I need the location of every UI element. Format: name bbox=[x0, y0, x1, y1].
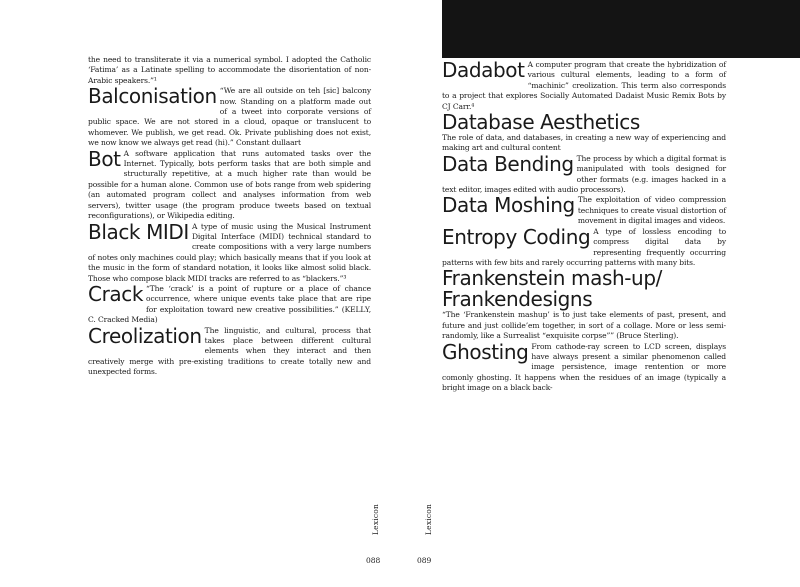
entry-definition: A type of music using the Musical Instrument Digital Interface (MIDI) technical standard to create compositions with a very large numbers of notes only machines could play; which basically means that if you look at the music in the form of standard notation, it looks like almost solid black. Those who compose black MIDI tracks are referred to as “blackers.”³ bbox=[88, 221, 371, 283]
entry-term: Balconisation bbox=[88, 84, 217, 109]
entry-definition: The exploitation of video compression techniques to create visual distortion of movement in digital images and videos. bbox=[577, 195, 726, 226]
entry-term: Black MIDI bbox=[88, 219, 189, 244]
entry-balconisation bbox=[88, 86, 371, 148]
entry-crack bbox=[88, 281, 371, 326]
left-spine-label: Lexicon bbox=[371, 504, 380, 535]
intro-paragraph: the need to transliterate it via a numerical symbol. I adopted the Catholic ‘Fatima’ as a Latinate spelling to accommodate the disorientation of non-Arabic speakers.”¹ bbox=[88, 55, 371, 85]
right-page-number: 089 bbox=[417, 556, 432, 565]
entry-definition: “We are all outside on teh [sic] balcony now. Standing on a platform made out of a tweet into corporate versions of public space. We are not stored in a cloud, opaque or translucent to whomever. We publish, we get read. Ok. Private publishing does not exist, we now know we always get read (hi).” Constant dullaart bbox=[88, 86, 371, 148]
entry-term: Creolization bbox=[88, 323, 202, 348]
entry-definition: A type of lossless encoding to compress digital data by representing frequently occurring patterns with few bits and rarely occurring patterns with many bits. bbox=[442, 226, 726, 267]
entry-bot bbox=[88, 146, 371, 222]
entry-data-bending bbox=[442, 151, 726, 196]
entry-definition: From cathode-ray screen to LCD screen, displays have always present a similar phenomenon called image persistence, image rentention or more comonly ghosting. It happens when the residues of an image (typically a bright image on a black back- bbox=[442, 341, 726, 393]
entry-data-moshing bbox=[442, 195, 726, 226]
entry-term: Frankenstein mash-up/ Frankendesigns bbox=[442, 266, 662, 312]
entry-creolization bbox=[88, 323, 371, 378]
entry-definition: “The ‘crack’ is a point of rupture or a place of chance occurrence, where unique events take place that are ripe for exploitation toward new creative possibilities.” (KELLY, C. Cracked Media) bbox=[88, 283, 371, 325]
entry-dadabot bbox=[442, 60, 726, 112]
entry-frankenstein-mashup bbox=[442, 268, 726, 341]
right-column bbox=[442, 60, 726, 394]
entry-term: Ghosting bbox=[442, 339, 529, 364]
entry-term: Data Moshing bbox=[442, 193, 575, 218]
entry-definition: A computer program that create the hybridization of various cultural elements, leading to a form of “machinic” creolization. This term also corresponds to a project that explores Socially Automated Dadaist Music Remix Bots by CJ Carr.⁴ bbox=[442, 60, 726, 111]
left-page-number: 088 bbox=[366, 556, 381, 565]
entry-term: Crack bbox=[88, 281, 144, 306]
entry-definition: A software application that runs automated tasks over the Internet. Typically, bots perform tasks that are both simple and structurally repetitive, at a much higher rate than would be possible for a human alone. Common use of bots range from web spidering (an automated program collect and analyses information from web servers), twitter usage (the program produce tweets based on textual reconfigurations), or Wikipedia editing. bbox=[88, 148, 371, 221]
entry-definition: The process by which a digital format is manipulated with tools designed for other formats (e.g. images hacked in a text editor, images edited with audio processors). bbox=[442, 153, 726, 195]
entry-entropy-coding bbox=[442, 224, 726, 269]
left-column bbox=[88, 55, 371, 378]
entry-term: Dadabot bbox=[442, 58, 525, 82]
entry-definition: “The ‘Frankenstein mashup’ is to just take elements of past, present, and future and just collide’em together, in sort of a collage. More or less semi-randomly, like a Surrealist “exquisite corpse”” (Bruce Sterling). bbox=[442, 310, 726, 341]
entry-term: Data Bending bbox=[442, 151, 574, 176]
entry-database-aesthetics bbox=[442, 112, 726, 154]
entry-term: Entropy Coding bbox=[442, 224, 591, 249]
entry-term: Bot bbox=[88, 146, 121, 171]
entry-definition: The role of data, and databases, in creating a new way of experiencing and making art and cultural content bbox=[442, 133, 726, 153]
right-spine-label: Lexicon bbox=[424, 504, 433, 535]
black-block bbox=[442, 0, 800, 58]
entry-black-midi bbox=[88, 219, 371, 284]
entry-term: Database Aesthetics bbox=[442, 110, 640, 135]
entry-definition: The linguistic, and cultural, process that takes place between different cultural elements when they interact and then creatively merge with pre-existing traditions to create totally new and unexpected forms. bbox=[88, 325, 371, 377]
entry-ghosting bbox=[442, 339, 726, 394]
